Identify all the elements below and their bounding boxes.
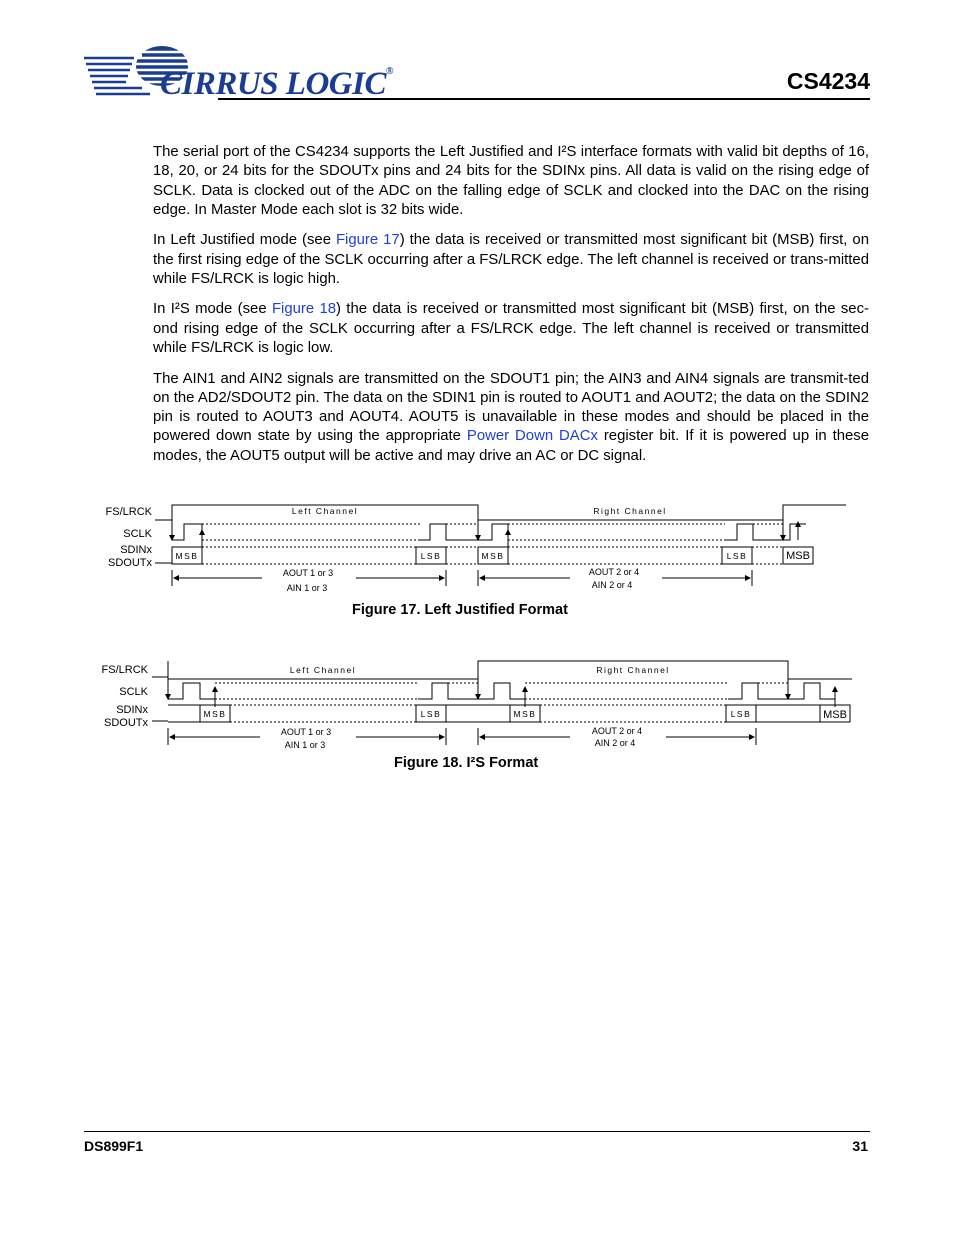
page-number: 31 (852, 1138, 868, 1154)
fig18-left-in: AIN 1 or 3 (284, 740, 326, 750)
fig17-msb-2: MSB (481, 551, 505, 561)
link-figure-18[interactable]: Figure 18 (271, 301, 337, 318)
part-number: CS4234 (786, 68, 870, 94)
fig18-lsb-2: LSB (730, 709, 752, 719)
fig17-msb-1: MSB (175, 551, 199, 561)
link-figure-17[interactable]: Figure 17 (335, 232, 400, 249)
fig18-msb-2: MSB (513, 709, 537, 719)
fig18-right-in: AIN 2 or 4 (594, 738, 636, 748)
paragraph-serial-port: The serial port of the CS4234 supports the Left Justified and I²S interface formats with valid bit depths of 16, 18, 20, or 24 bits for the SDOUTx pins and 24 bits for the SDINx pins. All data is valid on the rising edge of SCLK. Data is clocked out of the ADC on the falling edge of SCLK and clocked into the DAC on the rising edge. In Master Mode each slot is 32 bits wide. (153, 144, 869, 218)
fig17-right-in: AIN 2 or 4 (591, 580, 633, 590)
fig17-label-sdoutx: SDOUTx (108, 557, 152, 569)
fig18-left-channel: Left Channel (289, 665, 357, 675)
document-id: DS899F1 (84, 1138, 144, 1154)
fig17-right-channel: Right Channel (593, 506, 667, 516)
fig17-lsb-2: LSB (726, 551, 748, 561)
fig17-left-channel: Left Channel (291, 506, 359, 516)
paragraph-left-justified: In Left Justified mode (see Figure 17) the data is received or transmitted most significant bit (MSB) first, on the first rising edge of the SCLK occurring after a FS/LRCK edge. The left channel is received or trans-mitted while FS/LRCK is logic high. (153, 232, 869, 287)
paragraph-routing: The AIN1 and AIN2 signals are transmitted on the SDOUT1 pin; the AIN3 and AIN4 signals are transmit-ted on the AD2/SDOUT2 pin. The data on the SDIN1 pin is routed to AOUT1 and AOUT2; the data on the SDIN2 pin is routed to AOUT3 and AOUT4. AOUT5 is unavailable in these modes and should be placed in the powered down state by using the appropriate Power Down DACx register bit. If it is powered up in these modes, the AOUT5 output will be active and may drive an AC or DC signal. (153, 370, 869, 464)
fig18-label-sdinx: SDINx (116, 704, 148, 716)
fig17-msb-3: MSB (786, 550, 810, 562)
fig18-label-sclk: SCLK (119, 686, 148, 698)
fig18-label-sdoutx: SDOUTx (104, 717, 148, 729)
fig17-left-in: AIN 1 or 3 (286, 583, 328, 593)
figure-17-timing-diagram (0, 495, 954, 595)
body-text (153, 143, 869, 477)
fig18-lsb-1: LSB (420, 709, 442, 719)
fig18-left-out: AOUT 1 or 3 (280, 727, 332, 737)
fig18-label-fslrck: FS/LRCK (101, 664, 148, 676)
footer-rule (84, 1131, 870, 1132)
registered-mark: ® (385, 66, 393, 77)
fig17-label-fslrck: FS/LRCK (105, 506, 152, 518)
fig18-right-out: AOUT 2 or 4 (591, 726, 643, 736)
fig18-msb-1: MSB (203, 709, 227, 719)
figure-18-timing-diagram (0, 655, 954, 755)
fig17-label-sdinx: SDINx (120, 544, 152, 556)
figure-18-caption: Figure 18. I²S Format (394, 755, 539, 771)
logo-wordmark: CIRRUS LOGIC® (160, 66, 393, 102)
fig17-left-out: AOUT 1 or 3 (282, 568, 334, 578)
fig18-right-channel: Right Channel (596, 665, 670, 675)
header-rule (218, 98, 870, 100)
fig17-label-sclk: SCLK (123, 528, 152, 540)
link-power-down-dacx[interactable]: Power Down DACx (466, 428, 598, 445)
fig17-right-out: AOUT 2 or 4 (588, 567, 640, 577)
fig18-msb-3: MSB (823, 709, 847, 721)
fig17-lsb-1: LSB (420, 551, 442, 561)
paragraph-i2s: In I²S mode (see Figure 18) the data is received or transmitted most significant bit (MSB) first, on the sec-ond rising edge of the SCLK occurring after a FS/LRCK edge. The left channel is received or transmitted while FS/LRCK is logic low. (153, 301, 869, 357)
figure-17-caption: Figure 17. Left Justified Format (352, 602, 568, 618)
